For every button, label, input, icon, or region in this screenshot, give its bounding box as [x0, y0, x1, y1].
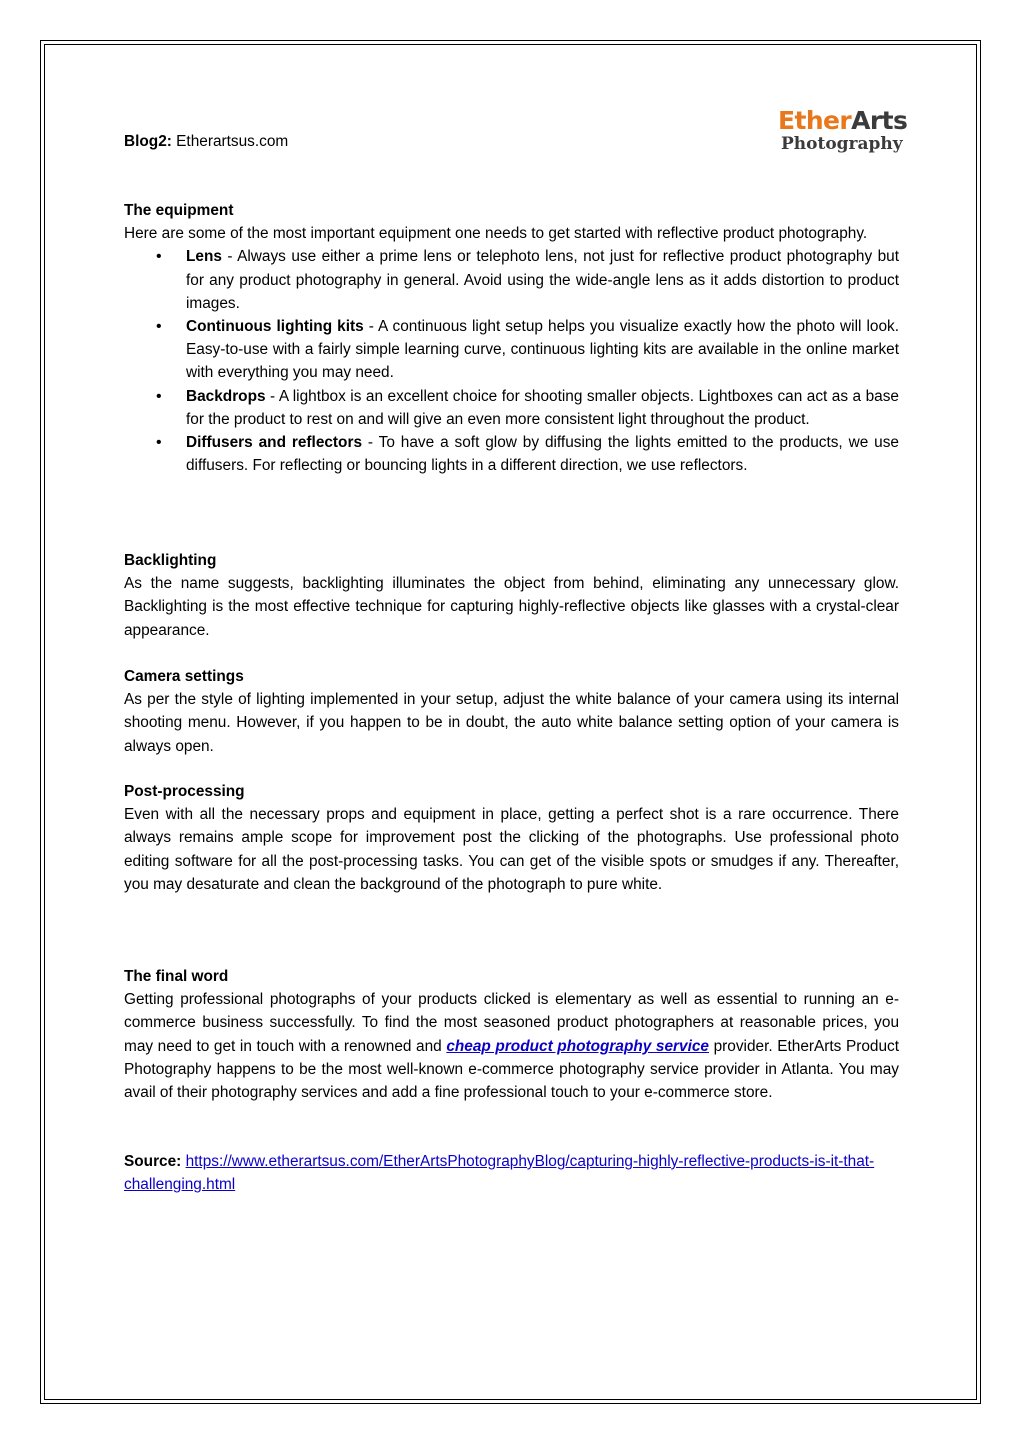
section-heading: Camera settings — [124, 668, 244, 685]
source-line — [124, 1150, 899, 1196]
section-backlighting — [124, 549, 899, 642]
section-paragraph: Even with all the necessary props and equipment in place, getting a perfect shot is a rare occurrence. There always remains ample scope for improvement post the clicking of the photographs. Use professional photo editing software for all the post-processing tasks. You can get of the visible spots or smudges if any. Thereafter, you may desaturate and clean the background of the photograph to pure white. — [124, 806, 899, 893]
list-item-text: - To have a soft glow by diffusing the lights emitted to the products, we use diffusers. For reflecting or bouncing lights in a different direction, we use reflectors. — [186, 434, 899, 475]
section-equipment — [124, 199, 899, 477]
equipment-list — [124, 245, 899, 477]
section-camera-settings — [124, 665, 899, 758]
paragraph-text: provider. EtherArts Product Photography happens to be the most well-known e-commerce photography service provider in Atlanta. You may avail of their photography services and add a fine professional touch to your e-commerce store. — [124, 1037, 900, 1102]
section-heading: The final word — [124, 968, 229, 985]
list-item-term: Continuous lighting kits — [186, 318, 364, 336]
list-item-term: Diffusers and reflectors — [186, 434, 363, 452]
blog-header — [124, 130, 288, 153]
paragraph-text: Getting professional photographs of your products clicked is elementary as well as essential to running an e-commerce business successfully. To find the most seasoned product photographers at reasonable prices, you may need to get in touch with a renowned and — [124, 991, 899, 1055]
etherarts-logo — [778, 106, 908, 157]
list-item — [124, 431, 899, 477]
cheap-product-photography-link[interactable]: cheap product photography service — [446, 1037, 709, 1055]
logo-word-ether: Ether — [778, 106, 852, 135]
section-heading: The equipment — [124, 202, 234, 219]
list-item-text: - A lightbox is an excellent choice for shooting smaller objects. Lightboxes can act as a base for the product to rest on and will give an even more consistent light throughout the product. — [186, 387, 899, 428]
list-item-text: - Always use either a prime lens or telephoto lens, not just for reflective product photography but for any product photography in general. Avoid using the wide-angle lens as it adds distortion to product images. — [186, 248, 899, 312]
section-heading: Post-processing — [124, 783, 245, 800]
section-paragraph: Here are some of the most important equipment one needs to get started with reflective product photography. — [124, 225, 868, 243]
section-paragraph — [124, 988, 899, 1104]
list-item — [124, 315, 899, 385]
list-item — [124, 385, 899, 431]
blog-label: Blog2: — [124, 133, 172, 150]
list-item-term: Lens — [186, 248, 222, 266]
section-paragraph: As per the style of lighting implemented in your setup, adjust the white balance of your camera using its internal shooting menu. However, if you happen to be in doubt, the auto white balance setting option of your camera is always open. — [124, 691, 899, 755]
logo-word-arts: Arts — [851, 106, 908, 135]
logo-subtitle: Photography — [781, 134, 903, 154]
source-label: Source: — [124, 1153, 182, 1170]
section-heading: Backlighting — [124, 552, 217, 569]
source-url-link[interactable]: https://www.etherartsus.com/EtherArtsPhotographyBlog/capturing-highly-reflective-products-is-it-that-challenging.html — [124, 1153, 875, 1194]
section-final-word — [124, 965, 899, 1104]
section-paragraph: As the name suggests, backlighting illuminates the object from behind, eliminating any unnecessary glow. Backlighting is the most effective technique for capturing highly-reflective objects like glasses with a crystal-clear appearance. — [124, 575, 899, 639]
blog-site: Etherartsus.com — [171, 133, 289, 150]
list-item-term: Backdrops — [186, 387, 266, 405]
list-item-text: - A continuous light setup helps you visualize exactly how the photo will look. Easy-to-use with a fairly simple learning curve, continuous lighting kits are available in the online market with everything you may need. — [186, 318, 899, 382]
section-post-processing — [124, 780, 899, 896]
list-item — [124, 245, 899, 315]
